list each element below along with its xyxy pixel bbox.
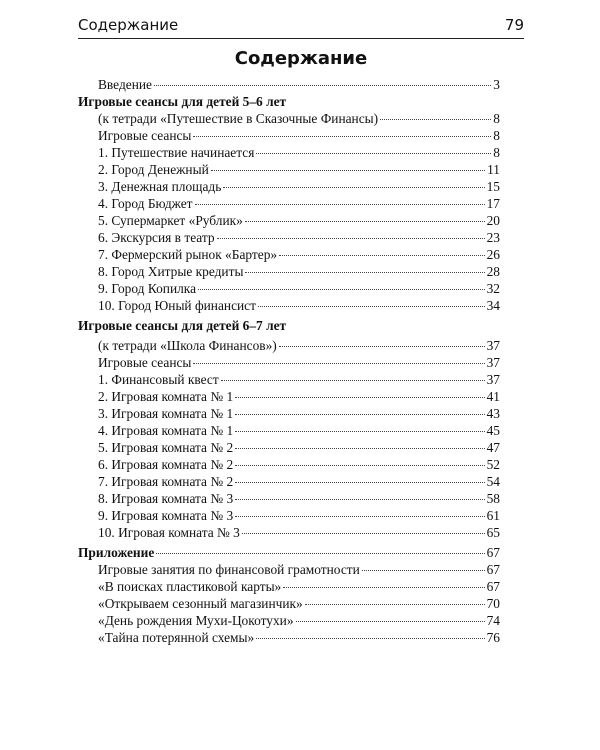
leader-dots <box>211 170 485 171</box>
toc-entry-label: (к тетради «Путешествие в Сказочные Финансы) <box>98 111 379 126</box>
toc-entry-label: 3. Игровая комната № 1 <box>98 406 234 421</box>
toc-entry-page: 20 <box>486 213 500 228</box>
toc-entry-label: Игровые занятия по финансовой грамотности <box>98 562 360 577</box>
leader-dots <box>235 499 484 500</box>
toc-entry-page: 17 <box>486 196 500 211</box>
leader-dots <box>279 255 485 256</box>
leader-dots <box>154 85 491 86</box>
page-number: 79 <box>504 16 524 34</box>
toc-entry-page: 32 <box>486 281 500 296</box>
table-of-contents <box>78 76 500 646</box>
toc-entry-page: 37 <box>486 338 500 353</box>
toc-entry-page: 34 <box>486 298 500 313</box>
leader-dots <box>193 363 484 364</box>
toc-entry <box>78 178 500 195</box>
leader-dots <box>235 431 484 432</box>
leader-dots <box>198 289 485 290</box>
toc-entry <box>78 524 500 541</box>
toc-entry <box>78 144 500 161</box>
toc-entry-page: 23 <box>486 230 500 245</box>
section-heading-5-6 <box>78 93 500 110</box>
toc-entry-label: 5. Супермаркет «Рублик» <box>98 213 243 228</box>
section-heading-6-7 <box>78 317 500 334</box>
toc-entry-page: 11 <box>487 162 500 177</box>
leader-dots <box>245 221 485 222</box>
leader-dots <box>279 346 485 347</box>
toc-entry-label: 9. Город Копилка <box>98 281 197 296</box>
toc-entry-page: 61 <box>486 508 500 523</box>
toc-entry <box>78 629 500 646</box>
toc-entry <box>78 561 500 578</box>
toc-entry-page: 37 <box>486 372 500 387</box>
toc-entry <box>78 161 500 178</box>
toc-entry-label: 9. Игровая комната № 3 <box>98 508 234 523</box>
leader-dots <box>235 465 484 466</box>
toc-entry <box>78 297 500 314</box>
leader-dots <box>256 153 491 154</box>
toc-entry-label: 1. Путешествие начинается <box>98 145 255 160</box>
leader-dots <box>362 570 485 571</box>
toc-entry-label: 7. Фермерский рынок «Бартер» <box>98 247 278 262</box>
toc-entry <box>78 422 500 439</box>
leader-dots <box>380 119 491 120</box>
toc-entry <box>78 612 500 629</box>
toc-entry <box>78 127 500 144</box>
toc-entry <box>78 212 500 229</box>
leader-dots <box>283 587 484 588</box>
running-title: Содержание <box>78 16 179 34</box>
toc-entry-page: 76 <box>486 630 500 645</box>
toc-entry-label: Введение <box>98 77 152 92</box>
toc-entry-label: 2. Игровая комната № 1 <box>98 389 234 404</box>
toc-entry-label: «День рождения Мухи-Цокотухи» <box>98 613 294 628</box>
leader-dots <box>221 380 485 381</box>
toc-entry-label: 8. Игровая комната № 3 <box>98 491 234 506</box>
toc-entry-page: 26 <box>486 247 500 262</box>
leader-dots <box>235 397 484 398</box>
toc-entry <box>78 229 500 246</box>
leader-dots <box>305 604 485 605</box>
leader-dots <box>235 482 484 483</box>
toc-entry-label: 7. Игровая комната № 2 <box>98 474 234 489</box>
toc-entry-label: 10. Город Юный финансист <box>98 298 256 313</box>
leader-dots <box>195 204 485 205</box>
toc-entry-page: 67 <box>486 562 500 577</box>
toc-entry-label: 3. Денежная площадь <box>98 179 222 194</box>
toc-entry <box>78 473 500 490</box>
toc-entry <box>78 507 500 524</box>
toc-entry-page: 52 <box>486 457 500 472</box>
leader-dots <box>256 638 484 639</box>
toc-entry <box>78 371 500 388</box>
toc-entry-label: 4. Игровая комната № 1 <box>98 423 234 438</box>
toc-entry <box>78 456 500 473</box>
section-heading-label: Игровые сеансы для детей 6–7 лет <box>78 318 287 333</box>
toc-entry <box>78 578 500 595</box>
section-heading-label: Игровые сеансы для детей 5–6 лет <box>78 94 287 109</box>
leader-dots <box>242 533 485 534</box>
toc-entry-intro <box>78 76 500 93</box>
toc-entry-page: 74 <box>486 613 500 628</box>
toc-entry <box>78 595 500 612</box>
toc-entry-label: 4. Город Бюджет <box>98 196 193 211</box>
page-title: Содержание <box>234 48 368 69</box>
toc-entry-label: 6. Экскурсия в театр <box>98 230 215 245</box>
leader-dots <box>156 553 484 554</box>
toc-entry-page: 45 <box>486 423 500 438</box>
running-header <box>78 10 524 39</box>
leader-dots <box>235 414 484 415</box>
toc-entry-label: 8. Город Хитрые кредиты <box>98 264 244 279</box>
toc-entry-page: 8 <box>493 111 500 126</box>
toc-entry-page: 67 <box>486 545 500 560</box>
toc-entry <box>78 354 500 371</box>
toc-entry-label: «В поисках пластиковой карты» <box>98 579 282 594</box>
leader-dots <box>258 306 485 307</box>
leader-dots <box>296 621 485 622</box>
toc-entry-page: 8 <box>493 145 500 160</box>
toc-entry-page: 28 <box>486 264 500 279</box>
toc-entry <box>78 195 500 212</box>
toc-entry-label: «Открываем сезонный магазинчик» <box>98 596 303 611</box>
leader-dots <box>235 516 484 517</box>
toc-entry <box>78 246 500 263</box>
section-heading-label: Приложение <box>78 545 155 560</box>
toc-entry-label: 5. Игровая комната № 2 <box>98 440 234 455</box>
toc-entry <box>78 263 500 280</box>
toc-entry-page: 58 <box>486 491 500 506</box>
toc-entry-page: 43 <box>486 406 500 421</box>
toc-entry-label: «Тайна потерянной схемы» <box>98 630 255 645</box>
toc-entry-page: 47 <box>486 440 500 455</box>
toc-entry-label: Игровые сеансы <box>98 355 192 370</box>
toc-entry-page: 37 <box>486 355 500 370</box>
toc-entry-label: 10. Игровая комната № 3 <box>98 525 240 540</box>
toc-entry-label: (к тетради «Школа Финансов») <box>98 338 277 353</box>
toc-entry <box>78 490 500 507</box>
toc-entry-page: 41 <box>486 389 500 404</box>
toc-entry-label: 2. Город Денежный <box>98 162 209 177</box>
toc-entry-page: 54 <box>486 474 500 489</box>
toc-entry-label: 6. Игровая комната № 2 <box>98 457 234 472</box>
toc-entry-page: 3 <box>493 77 500 92</box>
toc-entry-page: 15 <box>486 179 500 194</box>
toc-entry-label: Игровые сеансы <box>98 128 192 143</box>
leader-dots <box>235 448 484 449</box>
toc-entry-page: 67 <box>486 579 500 594</box>
section-subtitle <box>78 337 500 354</box>
toc-entry-page: 8 <box>493 128 500 143</box>
toc-entry-page: 70 <box>486 596 500 611</box>
toc-entry-label: 1. Финансовый квест <box>98 372 219 387</box>
toc-entry <box>78 280 500 297</box>
toc-entry <box>78 388 500 405</box>
section-subtitle <box>78 110 500 127</box>
leader-dots <box>223 187 484 188</box>
leader-dots <box>193 136 491 137</box>
toc-entry <box>78 439 500 456</box>
toc-entry-page: 65 <box>486 525 500 540</box>
leader-dots <box>245 272 484 273</box>
leader-dots <box>217 238 485 239</box>
section-heading-appendix <box>78 544 500 561</box>
toc-entry <box>78 405 500 422</box>
